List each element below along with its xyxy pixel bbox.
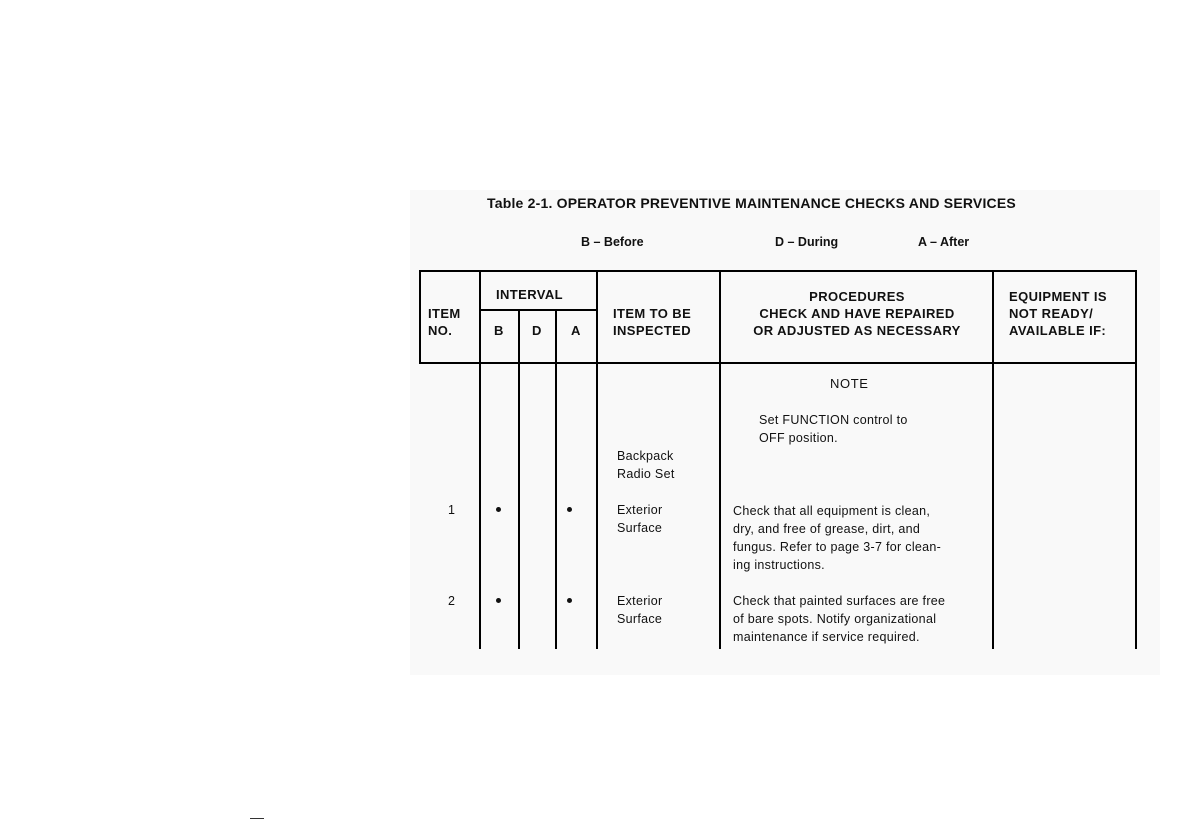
table-right-border <box>1135 270 1137 649</box>
col-divider-item-no <box>479 270 481 649</box>
row-item-inspected: Exterior Surface <box>617 503 663 535</box>
header-interval-d: D <box>532 323 542 338</box>
col-divider-interval <box>596 270 598 649</box>
table-left-border <box>419 270 421 364</box>
header-procedures: PROCEDURES CHECK AND HAVE REPAIRED OR ADJUSTED AS NECESSARY <box>753 289 961 338</box>
header-interval-b: B <box>494 323 504 338</box>
interval-before-bullet <box>496 598 501 603</box>
row-item-no: 2 <box>448 594 456 608</box>
legend-after: A – After <box>918 235 970 249</box>
col-divider-d <box>555 309 557 649</box>
row-item-inspected: Exterior Surface <box>617 594 663 626</box>
legend-during: D – During <box>775 235 839 249</box>
interval-after-bullet <box>567 507 572 512</box>
row-procedure: Check that all equipment is clean, dry, and free of grease, dirt, and fungus. Refer to page 3-7 for clean- ing instructions. <box>733 504 942 572</box>
row-procedure: Check that painted surfaces are free of bare spots. Notify organizational maintenance if service required. <box>733 594 946 644</box>
header-item-to-be-inspected: ITEM TO BE INSPECTED <box>613 306 692 338</box>
header-interval: INTERVAL <box>496 287 564 302</box>
table-title: Table 2-1. OPERATOR PREVENTIVE MAINTENANCE CHECKS AND SERVICES <box>487 195 1016 211</box>
interval-divider <box>479 309 597 311</box>
row-item-no: 1 <box>448 503 456 517</box>
header-not-ready: EQUIPMENT IS NOT READY/ AVAILABLE IF: <box>1009 289 1107 338</box>
note-heading: NOTE <box>830 376 869 391</box>
legend-before: B – Before <box>581 235 644 249</box>
col-divider-item <box>719 270 721 649</box>
group-label: Backpack Radio Set <box>617 449 675 481</box>
header-bottom-border <box>419 362 1137 364</box>
header-item-no: ITEM NO. <box>428 306 461 338</box>
note-text: Set FUNCTION control to OFF position. <box>759 413 908 445</box>
interval-before-bullet <box>496 507 501 512</box>
col-divider-procedures <box>992 270 994 649</box>
col-divider-b <box>518 309 520 649</box>
table-top-border <box>419 270 1137 272</box>
header-interval-a: A <box>571 323 581 338</box>
interval-after-bullet <box>567 598 572 603</box>
